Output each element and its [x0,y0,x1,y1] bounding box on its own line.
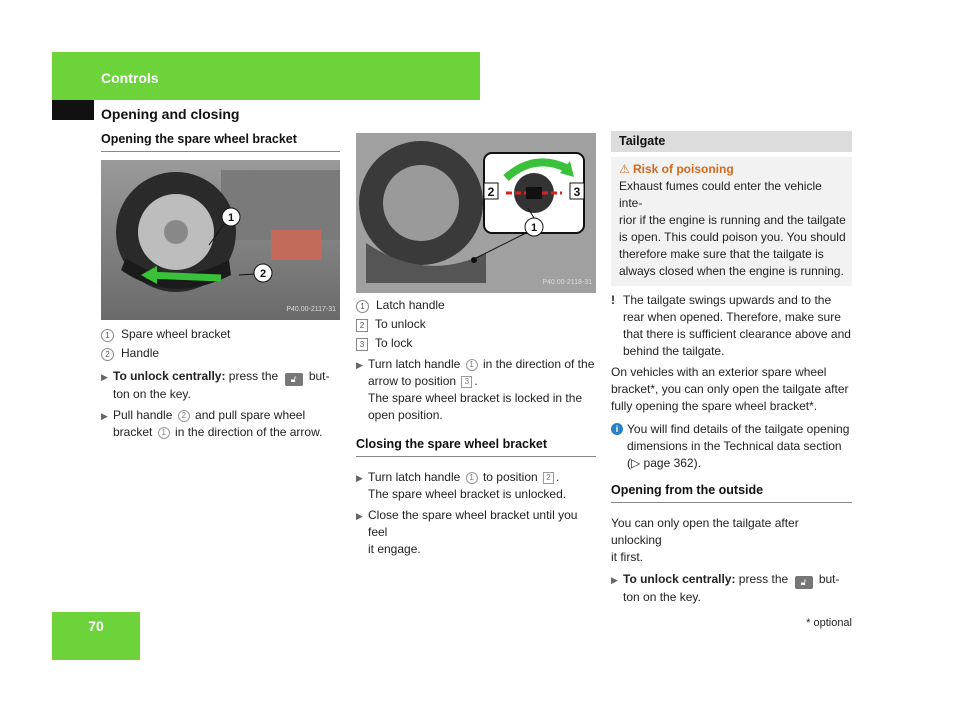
page-number: 70 [88,618,104,634]
note-block: ! The tailgate swings upwards and to the rear when opened. Therefore, make sure that there is sufficient clearance above and behind the tailgate. [611,293,851,358]
svg-text:1: 1 [530,222,538,234]
legend-item [101,326,340,343]
step-arrow-icon: ▶ [356,511,363,521]
middle-step-2: ▶ Turn latch handle 1 to position 2 . The spare wheel bracket is unlocked. [356,470,567,501]
unlock-key-icon: 🔓︎ [285,373,303,386]
left-step-2: ▶ Pull handle 2 and pull spare wheel bracket 1 in the direction of the arrow. [101,408,323,439]
spare-wheel-photo [101,160,340,320]
svg-text:2: 2 [487,185,495,199]
warning-triangle-icon: ⚠ [619,162,630,176]
svg-text:2: 2 [259,268,267,280]
legend-item [356,297,596,314]
left-step-1: ▶ To unlock centrally: press the 🔓︎ but- ton on the key. [101,369,330,401]
spare-wheel-illustration [101,160,340,320]
right-heading: Opening from the outside [611,482,852,503]
legend-number: 2 [356,319,368,332]
legend-text: Spare wheel bracket [121,327,231,341]
footnote: * optional [806,617,852,629]
legend-text: Handle [121,346,160,360]
warning-title: Risk of poisoning [633,162,734,176]
legend-text: To lock [375,336,413,350]
right-step: ▶ To unlock centrally: press the 🔓︎ but- ton on the key. [611,572,840,604]
step-arrow-icon: ▶ [356,473,363,483]
unlock-key-icon: 🔓︎ [795,576,813,589]
page-subtitle: Opening and closing [101,106,240,122]
legend-text: Latch handle [376,298,445,312]
step-arrow-icon: ▶ [101,372,108,382]
warning-text: Exhaust fumes could enter the vehicle inte- rior if the engine is running and the tailgate is open. This could poison you. You should therefore make sure that the tailgate is always closed when the engine is running. [619,179,846,278]
step-bold: To unlock centrally: [623,572,736,586]
paragraph: On vehicles with an exterior spare wheel bracket*, you can only open the tailgate after fully opening the spare wheel bracket*. [611,365,849,413]
left-heading: Opening the spare wheel bracket [101,131,340,152]
legend-item [101,345,340,362]
middle-heading: Closing the spare wheel bracket [356,436,596,457]
legend-item [356,316,596,333]
legend-text: To unlock [375,317,426,331]
paragraph-2: You can only open the tailgate after unlocking it first. [611,516,799,564]
warning-box [611,157,852,286]
left-legend [101,326,340,362]
legend-item [356,335,596,352]
legend-number: 2 [101,348,114,361]
photo-code: P40.00-2117-31 [286,306,336,313]
section-label: Controls [101,70,159,86]
photo-code: P40.00-2118-31 [542,279,592,286]
header-tab [52,100,94,120]
step-arrow-icon: ▶ [611,575,618,585]
info-block: i You will find details of the tailgate opening dimensions in the Technical data section (▷ page 362). [611,421,852,472]
middle-step-1: ▶ Turn latch handle 1 in the direction of the arrow to position 3 . The spare wheel bracket is locked in the open position. [356,357,595,422]
legend-number: 3 [356,338,368,351]
tailgate-bar: Tailgate [611,131,852,152]
step-arrow-icon: ▶ [101,411,108,421]
right-column [611,131,852,610]
svg-text:3: 3 [573,185,581,199]
middle-step-3: ▶ Close the spare wheel bracket until you feel it engage. [356,508,578,556]
left-column [101,131,340,445]
legend-number: 1 [356,300,369,313]
middle-column [356,133,596,562]
legend-number: 1 [101,329,114,342]
latch-illustration [356,133,596,293]
latch-photo [356,133,596,293]
step-arrow-icon: ▶ [356,360,363,370]
exclamation-icon: ! [611,293,615,307]
info-icon: i [611,423,623,435]
step-bold: To unlock centrally: [113,369,226,383]
svg-text:1: 1 [227,212,235,224]
middle-legend [356,297,596,352]
